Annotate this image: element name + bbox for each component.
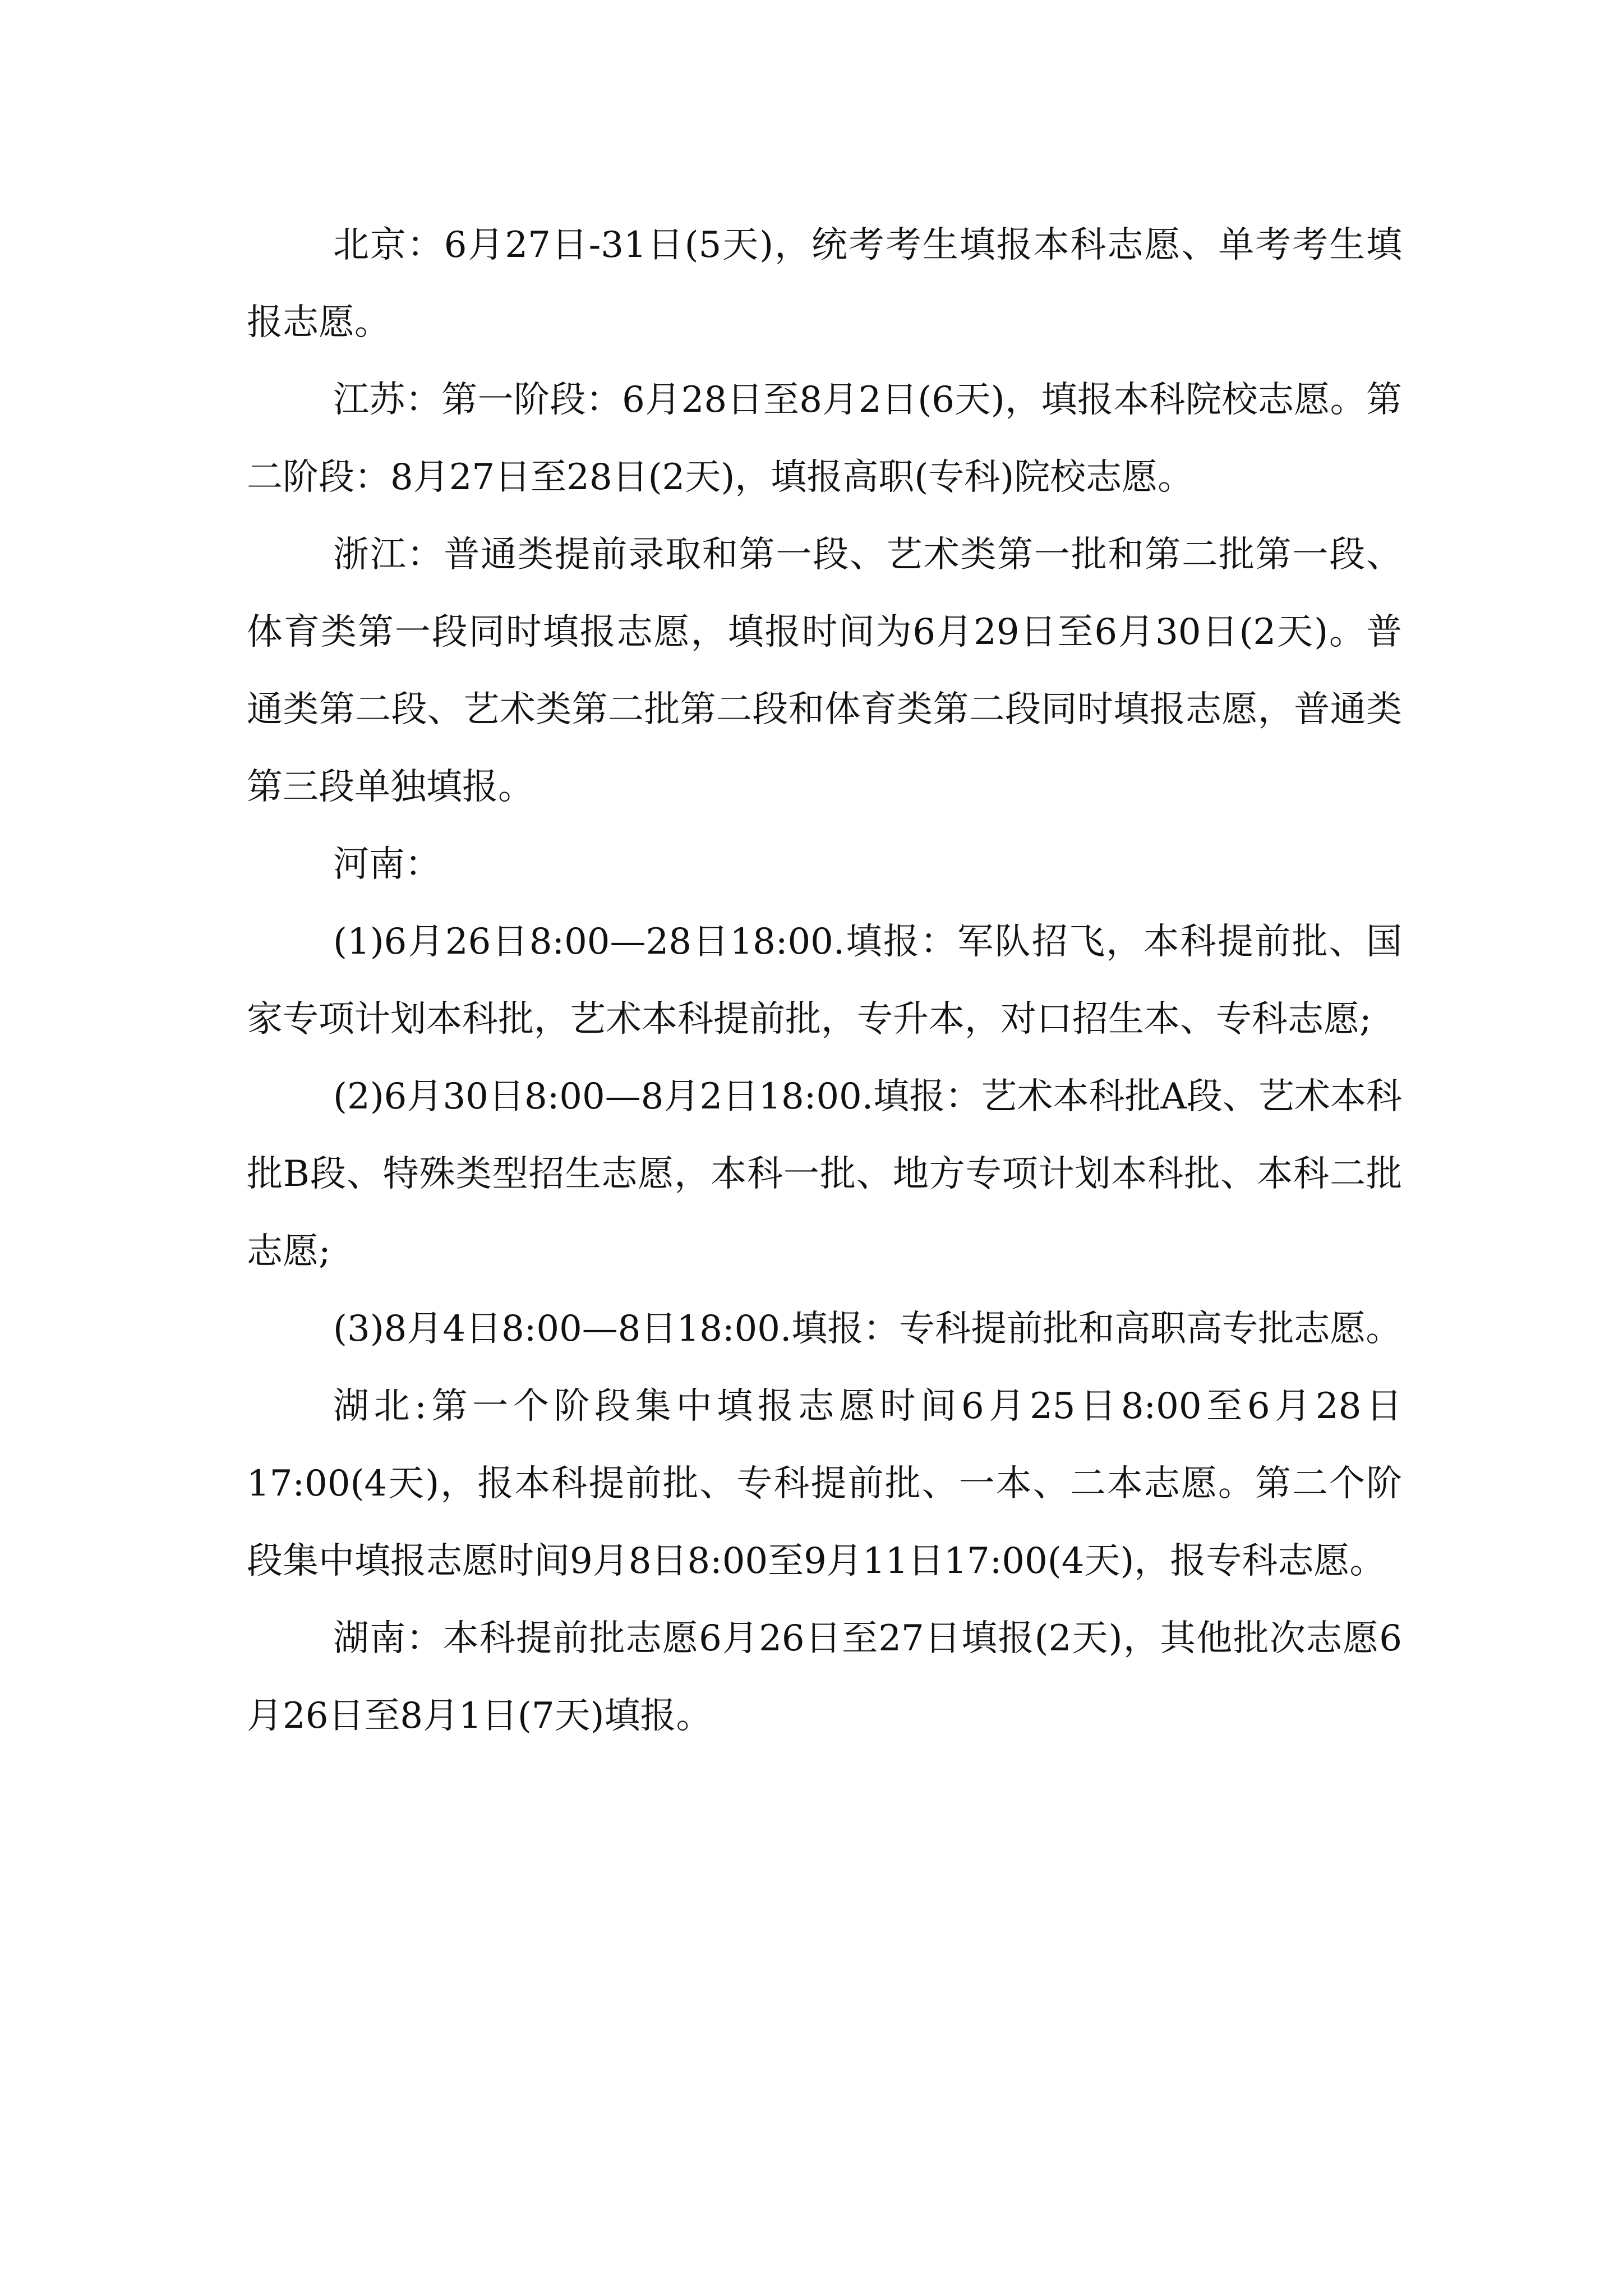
paragraph-henan-item-1: (1)6月26日8:00—28日18:00.填报：军队招飞，本科提前批、国家专项计划本科批，艺术本科提前批，专升本，对口招生本、专科志愿; <box>247 921 1402 1040</box>
paragraph-hubei: 湖北:第一个阶段集中填报志愿时间6月25日8:00至6月28日17:00(4天)，报本科提前批、专科提前批、一本、二本志愿。第二个阶段集中填报志愿时间9月8日8:00至9月11日17:00(4天)，报专科志愿。 <box>247 1386 1402 1582</box>
paragraph-henan-heading: 河南： <box>333 844 441 885</box>
paragraph-beijing: 北京：6月27日-31日(5天)，统考考生填报本科志愿、单考考生填报志愿。 <box>247 224 1402 343</box>
paragraph-hunan: 湖南：本科提前批志愿6月26日至27日填报(2天)，其他批次志愿6月26日至8月1日(7天)填报。 <box>247 1618 1402 1737</box>
paragraph-zhejiang: 浙江：普通类提前录取和第一段、艺术类第一批和第二批第一段、体育类第一段同时填报志愿，填报时间为6月29日至6月30日(2天)。普通类第二段、艺术类第二批第二段和体育类第二段同时填报志愿，普通类第三段单独填报。 <box>247 534 1402 808</box>
paragraph-henan-item-3: (3)8月4日8:00—8日18:00.填报：专科提前批和高职高专批志愿。 <box>333 1308 1402 1350</box>
paragraph-jiangsu: 江苏：第一阶段：6月28日至8月2日(6天)，填报本科院校志愿。第二阶段：8月27日至28日(2天)，填报高职(专科)院校志愿。 <box>247 379 1402 498</box>
paragraph-henan-item-2: (2)6月30日8:00—8月2日18:00.填报：艺术本科批A段、艺术本科批B段、特殊类型招生志愿，本科一批、地方专项计划本科批、本科二批志愿; <box>247 1076 1402 1272</box>
document-body <box>247 206 1402 1755</box>
